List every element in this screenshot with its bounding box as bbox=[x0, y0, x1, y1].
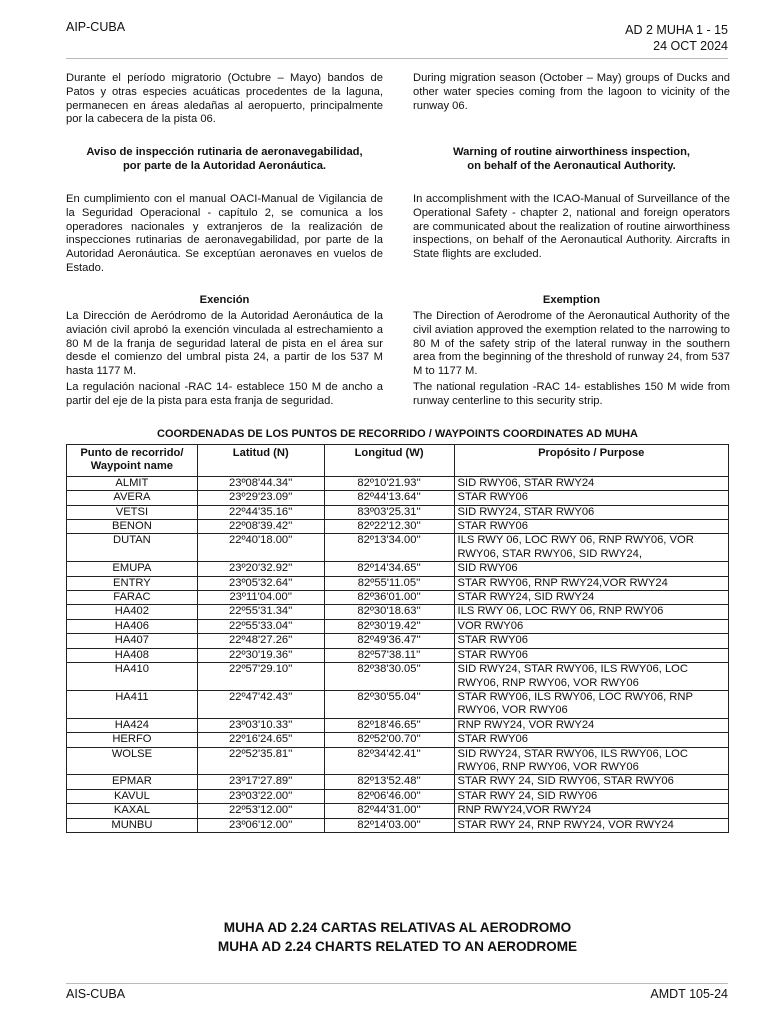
latitude-cell: 22º44'35.16'' bbox=[197, 505, 324, 519]
purpose-cell: RNP RWY24,VOR RWY24 bbox=[454, 804, 729, 818]
latitude-cell: 23º29'23.09'' bbox=[197, 491, 324, 505]
waypoint-name-cell: ALMIT bbox=[67, 476, 198, 490]
header-left: AIP-CUBA bbox=[66, 20, 126, 34]
longitude-cell: 83º03'25.31'' bbox=[324, 505, 454, 519]
table-row bbox=[67, 576, 729, 590]
es-migration-paragraph: Durante el período migratorio (Octubre – Mayo) bandos de Patos y otras especies acuáticas procedentes de la laguna, permanecen en áreas aledañas al aeropuerto, principalmente por la cabecera de la pista 06. bbox=[66, 72, 383, 126]
longitude-cell: 82º49'36.47'' bbox=[324, 634, 454, 648]
longitude-cell: 82º44'31.00'' bbox=[324, 804, 454, 818]
header-purpose: Propósito / Purpose bbox=[454, 445, 729, 477]
header-latitude: Latitud (N) bbox=[197, 445, 324, 477]
waypoint-name-cell: HA408 bbox=[67, 648, 198, 662]
longitude-cell: 82º36'01.00'' bbox=[324, 591, 454, 605]
table-row bbox=[67, 718, 729, 732]
waypoint-name-cell: HA406 bbox=[67, 619, 198, 633]
longitude-cell: 82º10'21.93'' bbox=[324, 476, 454, 490]
table-row bbox=[67, 605, 729, 619]
waypoint-name-cell: HA402 bbox=[67, 605, 198, 619]
latitude-cell: 22º55'31.34'' bbox=[197, 605, 324, 619]
purpose-cell: STAR RWY 24, RNP RWY24, VOR RWY24 bbox=[454, 818, 729, 832]
purpose-cell: STAR RWY24, SID RWY24 bbox=[454, 591, 729, 605]
latitude-cell: 23º17'27.89'' bbox=[197, 775, 324, 789]
header-right bbox=[625, 22, 728, 54]
footer-right: AMDT 105-24 bbox=[650, 987, 728, 1001]
longitude-cell: 82º30'55.04'' bbox=[324, 690, 454, 718]
waypoint-name-cell: DUTAN bbox=[67, 534, 198, 562]
latitude-cell: 22º57'29.10'' bbox=[197, 663, 324, 691]
latitude-cell: 22º30'19.36'' bbox=[197, 648, 324, 662]
longitude-cell: 82º38'30.05'' bbox=[324, 663, 454, 691]
longitude-cell: 82º30'19.42'' bbox=[324, 619, 454, 633]
longitude-cell: 82º18'46.65'' bbox=[324, 718, 454, 732]
es-exemption-paragraph: La Dirección de Aeródromo de la Autoridad Aeronáutica de la aviación civil aprobó la exención vinculada al estrechamiento a 80 M de la franja de seguridad lateral de pista en el área sur desde el comienzo del umbral pista 24, a partir de los 537 M hasta 1177 M. La regulación nacional -RAC 14- establece 150 M de ancho a partir del eje de la pista para esta franja de seguridad. bbox=[66, 310, 383, 407]
en-warning-paragraph: In accomplishment with the ICAO-Manual of Surveillance of the Operational Safety - chapter 2, national and foreign operators are communicated about the realization of routine airworthiness inspections, on behalf of the Aeronautical Authority. Aircrafts in State flights are excluded. bbox=[413, 193, 730, 261]
purpose-cell: STAR RWY 24, SID RWY06 bbox=[454, 789, 729, 803]
es-exemption-title: Exención bbox=[199, 294, 250, 306]
table-row bbox=[67, 818, 729, 832]
table-row bbox=[67, 562, 729, 576]
purpose-cell: SID RWY24, STAR RWY06 bbox=[454, 505, 729, 519]
page-reference: AD 2 MUHA 1 - 15 bbox=[625, 23, 728, 37]
latitude-cell: 22º40'18.00'' bbox=[197, 534, 324, 562]
header-waypoint-name: Punto de recorrido/ Waypoint name bbox=[67, 445, 198, 477]
latitude-cell: 23º03'10.33'' bbox=[197, 718, 324, 732]
purpose-cell: STAR RWY06 bbox=[454, 491, 729, 505]
en-exemption-title: Exemption bbox=[542, 294, 601, 306]
waypoint-name-cell: VETSI bbox=[67, 505, 198, 519]
purpose-cell: SID RWY06, STAR RWY24 bbox=[454, 476, 729, 490]
section-title-en: MUHA AD 2.24 CHARTS RELATED TO AN AERODROME bbox=[217, 939, 578, 954]
waypoint-name-cell: EMUPA bbox=[67, 562, 198, 576]
latitude-cell: 22º48'27.26'' bbox=[197, 634, 324, 648]
waypoint-name-cell: KAVUL bbox=[67, 789, 198, 803]
table-row bbox=[67, 747, 729, 775]
waypoints-table bbox=[66, 444, 729, 833]
waypoint-name-cell: FARAC bbox=[67, 591, 198, 605]
table-row bbox=[67, 619, 729, 633]
latitude-cell: 22º16'24.65'' bbox=[197, 733, 324, 747]
waypoint-name-cell: KAXAL bbox=[67, 804, 198, 818]
longitude-cell: 82º14'34.65'' bbox=[324, 562, 454, 576]
latitude-cell: 22º55'33.04'' bbox=[197, 619, 324, 633]
longitude-cell: 82º13'52.48'' bbox=[324, 775, 454, 789]
footer-left: AIS-CUBA bbox=[66, 987, 126, 1001]
header-divider bbox=[66, 58, 728, 59]
table-row bbox=[67, 804, 729, 818]
purpose-cell: SID RWY24, STAR RWY06, ILS RWY06, LOC RWY06, RNP RWY06, VOR RWY06 bbox=[454, 663, 729, 691]
longitude-cell: 82º57'38.11'' bbox=[324, 648, 454, 662]
waypoint-name-cell: AVERA bbox=[67, 491, 198, 505]
purpose-cell: STAR RWY06 bbox=[454, 634, 729, 648]
longitude-cell: 82º44'13.64'' bbox=[324, 491, 454, 505]
purpose-cell: STAR RWY06, RNP RWY24,VOR RWY24 bbox=[454, 576, 729, 590]
latitude-cell: 23º05'32.64'' bbox=[197, 576, 324, 590]
en-migration-paragraph: During migration season (October – May) groups of Ducks and other water species coming from the lagoon to vicinity of the runway 06. bbox=[413, 72, 730, 112]
table-header-row bbox=[67, 445, 729, 477]
waypoints-table-title: COORDENADAS DE LOS PUNTOS DE RECORRIDO / WAYPOINTS COORDINATES AD MUHA bbox=[157, 428, 638, 440]
purpose-cell: STAR RWY06 bbox=[454, 733, 729, 747]
header-longitude: Longitud (W) bbox=[324, 445, 454, 477]
es-warning-title: Aviso de inspección rutinaria de aeronavegabilidad, por parte de la Autoridad Aeronáutica. bbox=[86, 146, 363, 172]
table-row bbox=[67, 789, 729, 803]
table-row bbox=[67, 591, 729, 605]
table-row bbox=[67, 505, 729, 519]
longitude-cell: 82º13'34.00'' bbox=[324, 534, 454, 562]
table-row bbox=[67, 690, 729, 718]
en-exemption-paragraph: The Direction of Aerodrome of the Aeronautical Authority of the civil aviation approved the exemption related to the narrowing to 80 M of the safety strip of the lateral runway in the southern area from the beginning of the threshold of runway 24, from 537 M to 1177 M. The national regulation -RAC 14- establishes 150 M wide from runway centerline to this security strip. bbox=[413, 310, 730, 407]
es-warning-paragraph: En cumplimiento con el manual OACI-Manual de Vigilancia de la Seguridad Operacional - capítulo 2, se comunica a los operadores nacionales y extranjeros de la realización de inspecciones rutinarias de aeronavegabilidad, por parte de la Autoridad Aeronáutica. Se exceptúan aeronaves en vuelos de Estado. bbox=[66, 193, 383, 274]
section-title-es: MUHA AD 2.24 CARTAS RELATIVAS AL AERODROMO bbox=[223, 920, 572, 935]
table-row bbox=[67, 520, 729, 534]
table-row bbox=[67, 491, 729, 505]
purpose-cell: RNP RWY24, VOR RWY24 bbox=[454, 718, 729, 732]
latitude-cell: 23º08'44.34'' bbox=[197, 476, 324, 490]
table-body bbox=[67, 476, 729, 832]
waypoint-name-cell: EPMAR bbox=[67, 775, 198, 789]
longitude-cell: 82º55'11.05'' bbox=[324, 576, 454, 590]
latitude-cell: 23º11'04.00'' bbox=[197, 591, 324, 605]
longitude-cell: 82º52'00.70'' bbox=[324, 733, 454, 747]
latitude-cell: 22º08'39.42'' bbox=[197, 520, 324, 534]
table-row bbox=[67, 534, 729, 562]
waypoint-name-cell: HA411 bbox=[67, 690, 198, 718]
latitude-cell: 23º06'12.00'' bbox=[197, 818, 324, 832]
purpose-cell: ILS RWY 06, LOC RWY 06, RNP RWY06, VOR RWY06, STAR RWY06, SID RWY24, bbox=[454, 534, 729, 562]
longitude-cell: 82º14'03.00'' bbox=[324, 818, 454, 832]
table-row bbox=[67, 476, 729, 490]
table-row bbox=[67, 648, 729, 662]
waypoint-name-cell: HA410 bbox=[67, 663, 198, 691]
purpose-cell: STAR RWY 24, SID RWY06, STAR RWY06 bbox=[454, 775, 729, 789]
footer-divider bbox=[66, 983, 728, 984]
purpose-cell: STAR RWY06 bbox=[454, 520, 729, 534]
purpose-cell: VOR RWY06 bbox=[454, 619, 729, 633]
latitude-cell: 23º20'32.92'' bbox=[197, 562, 324, 576]
purpose-cell: SID RWY06 bbox=[454, 562, 729, 576]
purpose-cell: STAR RWY06, ILS RWY06, LOC RWY06, RNP RWY06, VOR RWY06 bbox=[454, 690, 729, 718]
purpose-cell: STAR RWY06 bbox=[454, 648, 729, 662]
latitude-cell: 22º47'42.43'' bbox=[197, 690, 324, 718]
latitude-cell: 22º52'35.81'' bbox=[197, 747, 324, 775]
table-row bbox=[67, 663, 729, 691]
purpose-cell: ILS RWY 06, LOC RWY 06, RNP RWY06 bbox=[454, 605, 729, 619]
table-row bbox=[67, 733, 729, 747]
waypoint-name-cell: HERFO bbox=[67, 733, 198, 747]
waypoint-name-cell: HA407 bbox=[67, 634, 198, 648]
waypoint-name-cell: ENTRY bbox=[67, 576, 198, 590]
table-row bbox=[67, 634, 729, 648]
waypoint-name-cell: BENON bbox=[67, 520, 198, 534]
purpose-cell: SID RWY24, STAR RWY06, ILS RWY06, LOC RWY06, RNP RWY06, VOR RWY06 bbox=[454, 747, 729, 775]
waypoint-name-cell: MUNBU bbox=[67, 818, 198, 832]
latitude-cell: 22º53'12.00'' bbox=[197, 804, 324, 818]
longitude-cell: 82º34'42.41'' bbox=[324, 747, 454, 775]
longitude-cell: 82º30'18.63'' bbox=[324, 605, 454, 619]
longitude-cell: 82º06'46.00'' bbox=[324, 789, 454, 803]
latitude-cell: 23º03'22.00'' bbox=[197, 789, 324, 803]
waypoint-name-cell: WOLSE bbox=[67, 747, 198, 775]
table-row bbox=[67, 775, 729, 789]
en-warning-title: Warning of routine airworthiness inspection, on behalf of the Aeronautical Authority. bbox=[452, 146, 691, 172]
waypoint-name-cell: HA424 bbox=[67, 718, 198, 732]
issue-date: 24 OCT 2024 bbox=[653, 39, 728, 53]
longitude-cell: 82º22'12.30'' bbox=[324, 520, 454, 534]
